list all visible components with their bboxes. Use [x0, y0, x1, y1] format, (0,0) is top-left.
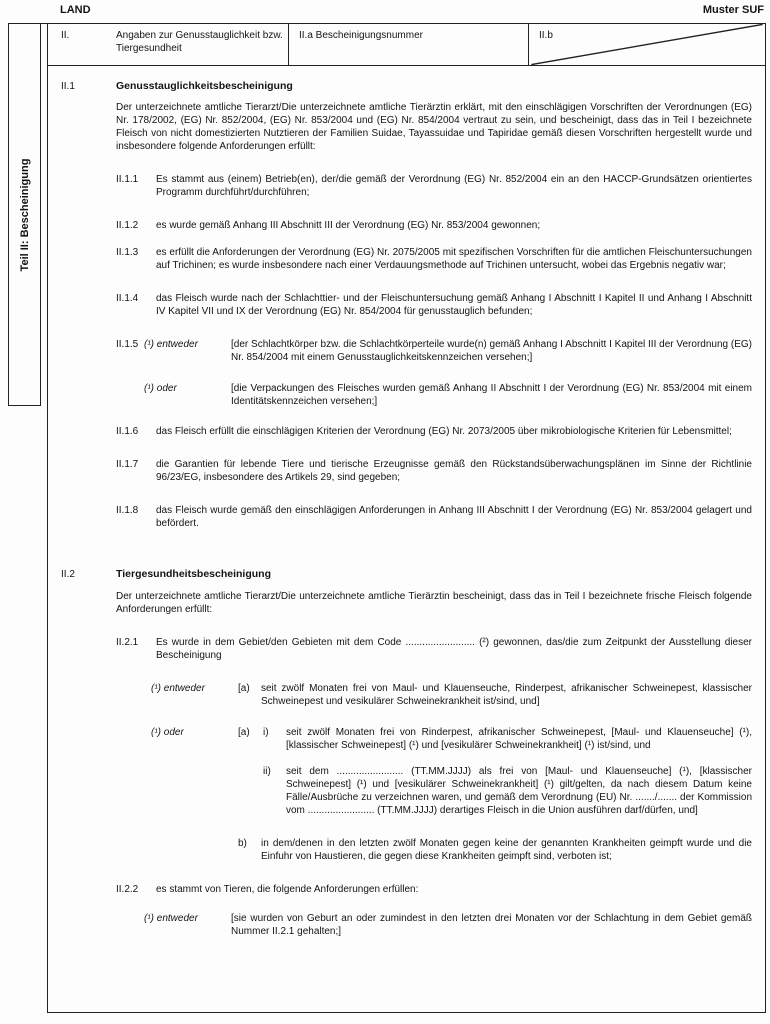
- header-part2-label: Angaben zur Genusstauglichkeit bzw. Tiergesundheit: [116, 30, 283, 54]
- diagonal-strikeout-line: [529, 24, 765, 65]
- list-marker-a: [a): [238, 727, 250, 738]
- item-II.1.8: [116, 504, 752, 530]
- section-number: II.1: [61, 81, 75, 92]
- item-number: II.1.4: [116, 293, 139, 304]
- option-text: seit dem ........................ (TT.MM.JJJJ) als frei von [Maul- und Klauenseuche] (¹), [klassischer Schweinepest] (¹) und [vesikulärer Schweinekrankheit] (¹) gilt/gelten, da nach diesem Datum keine Fälle/Ausbrüche zu verzeichnen waren, und gemäß dem Verordnung (EU) Nr. ......./....... der Kommission vom ........................ (TT.MM.JJJJ) derartiges Fleisch in die Union ausführen darf/dürfen, und]: [286, 766, 752, 816]
- iib-label: II.b: [539, 30, 553, 41]
- header-part2-number: II.: [61, 30, 70, 41]
- item-text: Es wurde in dem Gebiet/den Gebieten mit dem Code ......................... (²) gewonnen, das/die zum Zeitpunkt der Ausstellung dieser Bescheinigung: [156, 637, 752, 661]
- item-II.1.5-oder: [144, 382, 752, 408]
- item-II.2.1-b: [238, 837, 752, 863]
- item-II.1.4: [116, 292, 752, 318]
- oder-label: (¹) oder: [151, 727, 184, 738]
- certificate-body: [48, 66, 765, 938]
- page-top-header: [60, 4, 764, 16]
- item-text: das Fleisch erfüllt die einschlägigen Kriterien der Verordnung (EG) Nr. 2073/2005 über mikrobiologische Kriterien für Lebensmittel;: [156, 426, 732, 437]
- section-II.1-heading: [61, 80, 752, 93]
- model-label: Muster SUF: [702, 4, 764, 16]
- certificate-box: [47, 23, 766, 1013]
- item-text: es erfüllt die Anforderungen der Verordnung (EG) Nr. 2075/2005 mit spezifischen Vorschriften für die amtlichen Fleischuntersuchungen auf Trichinen; es wurde insbesondere nach einer Verdauungsmethode auf Trichinen untersucht, wobei das Ergebnis negativ war;: [156, 247, 752, 271]
- item-II.1.6: [116, 425, 752, 438]
- item-II.1.5-entweder: [144, 338, 752, 364]
- section-title: Tiergesundheitsbescheinigung: [116, 568, 271, 580]
- entweder-label: (¹) entweder: [151, 683, 205, 694]
- item-number: II.2.1: [116, 637, 139, 648]
- entweder-label: (¹) entweder: [144, 339, 198, 350]
- section-number: II.2: [61, 569, 75, 580]
- item-II.2.2: [116, 883, 752, 896]
- item-number: II.1.2: [116, 220, 139, 231]
- list-marker-a: [a): [238, 683, 250, 694]
- certificate-header-row: [48, 24, 765, 66]
- item-II.2.2-entweder: [144, 912, 752, 938]
- option-text: [die Verpackungen des Fleisches wurden gemäß Anhang II Abschnitt I der Verordnung (EG) Nr. 853/2004 mit einem Identitätskennzeichen versehen;]: [231, 383, 752, 407]
- item-II.1.1: [116, 173, 752, 199]
- item-text: es stammt von Tieren, die folgende Anforderungen erfüllen:: [156, 884, 419, 895]
- item-number: II.1.7: [116, 459, 139, 470]
- item-number: II.1.8: [116, 505, 139, 516]
- item-II.2.1-oder-a-i: [151, 726, 752, 752]
- country-label: LAND: [60, 4, 91, 16]
- part-2-sidebar: [8, 23, 41, 406]
- section-II.1-intro: Der unterzeichnete amtliche Tierarzt/Die unterzeichnete amtliche Tierärztin erklärt, mit den einschlägigen Vorschriften der Verordnungen (EG) Nr. 178/2002, (EG) Nr. 852/2004, (EG) Nr. 853/2004 und (EG) Nr. 854/2004 vertraut zu sein, und bescheinigt, dass das in Teil I bezeichnete Fleisch von nicht domestizierten Nutztieren der Familien Suidae, Tayassuidae und Tapiridae gemäß diesen Vorschriften hergestellt wurde und insbesondere folgende Anforderungen erfüllt:: [116, 102, 752, 152]
- option-text: in dem/denen in den letzten zwölf Monaten gegen keine der genannten Krankheiten geimpft wurde und die Einfuhr von Haustieren, die gegen diese Krankheiten geimpft sind, verboten ist;: [261, 838, 752, 862]
- item-text: die Garantien für lebende Tiere und tierische Erzeugnisse gemäß den Rückstandsüberwachungsplänen im Sinne der Richtlinie 96/23/EG, insbesondere des Artikels 29, sind gegeben;: [156, 459, 752, 483]
- section-title: Genusstauglichkeitsbescheinigung: [116, 80, 293, 92]
- item-text: das Fleisch wurde gemäß den einschlägigen Anforderungen in Anhang III Abschnitt I der Verordnung (EG) Nr. 853/2004 gelagert und befördert.: [156, 505, 752, 529]
- item-number: II.1.5: [116, 339, 139, 350]
- option-text: seit zwölf Monaten frei von Rinderpest, afrikanischer Schweinepest, [Maul- und Klauenseuche] (¹), [klassischer Schweinepest] (¹) und [vesikulärer Schweinekrankheit] (¹) ist/sind, und: [286, 727, 752, 751]
- item-II.2.1-entweder-a: [151, 682, 752, 708]
- list-marker-ii: ii): [263, 766, 271, 777]
- item-II.1.2: [116, 219, 752, 232]
- section-II.2-heading: [61, 568, 752, 581]
- section-II.2-intro: Der unterzeichnete amtliche Tierarzt/Die unterzeichnete amtliche Tierärztin bescheinigt, dass das in Teil I bezeichnete frische Fleisch folgende Anforderungen erfüllt:: [116, 591, 752, 615]
- item-number: II.2.2: [116, 884, 139, 895]
- item-number: II.1.3: [116, 247, 139, 258]
- header-cell-part2: [48, 24, 288, 65]
- header-cell-certificate-number: [288, 24, 528, 65]
- item-number: II.1.1: [116, 174, 139, 185]
- item-II.2.1-oder-a-ii: [263, 765, 752, 817]
- list-marker-b: b): [238, 838, 247, 849]
- item-text: das Fleisch wurde nach der Schlachttier- und der Fleischuntersuchung gemäß Anhang I Abschnitt I Kapitel II und Anhang I Abschnitt IV Kapitel VII und IX der Verordnung (EG) Nr. 854/2004 für genusstauglich befunden;: [156, 293, 752, 317]
- item-II.1.7: [116, 458, 752, 484]
- header-cell-iib: [528, 24, 765, 65]
- sidebar-label: Teil II: Bescheinigung: [18, 158, 31, 271]
- item-text: es wurde gemäß Anhang III Abschnitt III der Verordnung (EG) Nr. 853/2004 gewonnen;: [156, 220, 541, 231]
- item-II.1.3: [116, 246, 752, 272]
- entweder-label: (¹) entweder: [144, 913, 198, 924]
- item-text: Es stammt aus (einem) Betrieb(en), der/die gemäß der Verordnung (EG) Nr. 852/2004 ein an den HACCP-Grundsätzen orientiertes Programm durchführt/durchführen;: [156, 174, 752, 198]
- option-text: [der Schlachtkörper bzw. die Schlachtkörperteile wurde(n) gemäß Anhang I Abschnitt I Kapitel III der Verordnung (EG) Nr. 854/2004 mit einem Genusstauglichkeitskennzeichen versehen;]: [231, 339, 752, 363]
- certificate-number-label: II.a Bescheinigungsnummer: [299, 30, 423, 41]
- oder-label: (¹) oder: [144, 383, 177, 394]
- option-text: [sie wurden von Geburt an oder zumindest in den letzten drei Monaten vor der Schlachtung in dem Gebiet gemäß Nummer II.2.1 gehalten;]: [231, 913, 752, 937]
- option-text: seit zwölf Monaten frei von Maul- und Klauenseuche, Rinderpest, afrikanischer Schweinepest, klassischer Schweinepest und vesikulärer Schweinekrankheit ist/sind, und]: [261, 683, 752, 707]
- list-marker-i: i): [263, 727, 269, 738]
- item-number: II.1.6: [116, 426, 139, 437]
- item-II.2.1: [116, 636, 752, 662]
